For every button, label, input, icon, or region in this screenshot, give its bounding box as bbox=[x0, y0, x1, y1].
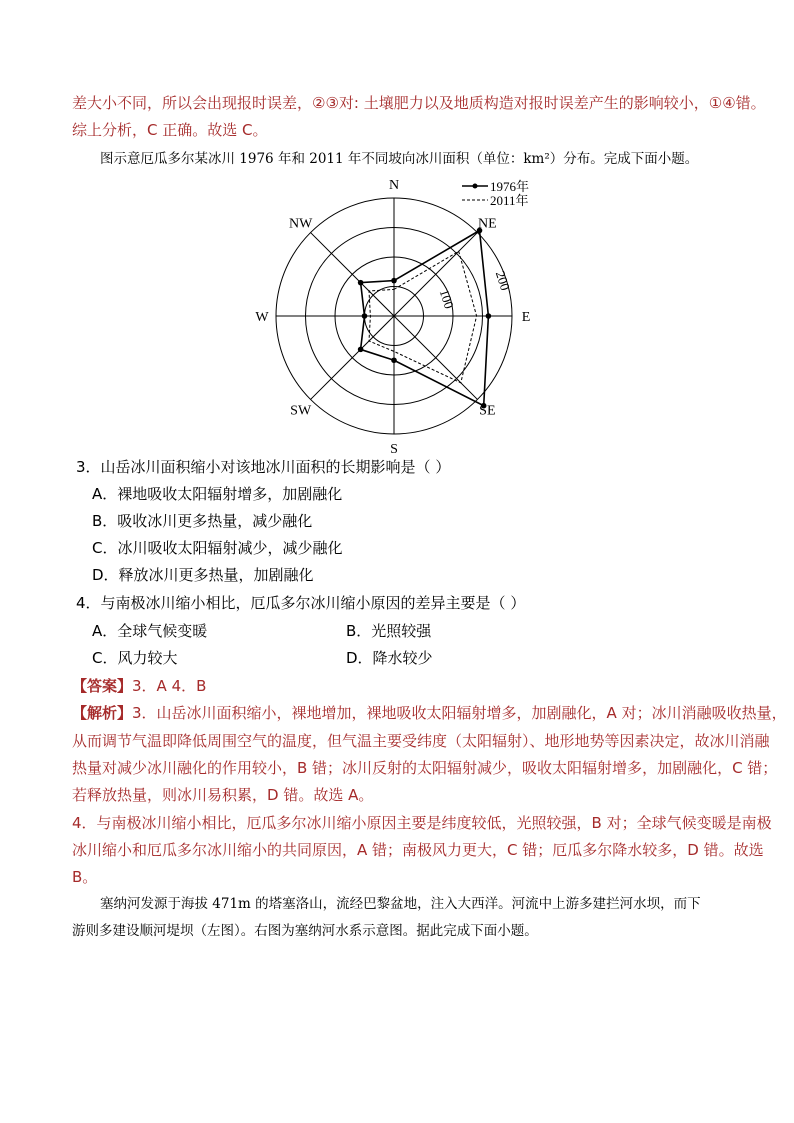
q4-stem: 4．与南极冰川缩小相比，厄瓜多尔冰川缩小原因的差异主要是（ ） bbox=[76, 594, 526, 612]
next-intro-line1: 塞纳河发源于海拔 471m 的塔塞洛山，流经巴黎盆地，注入大西洋。河流中上游多建拦河水坝，而下 bbox=[100, 896, 701, 912]
answer-label: 【答案】 bbox=[72, 677, 133, 695]
direction-label-ne: NE bbox=[478, 216, 497, 232]
series-1-point-n bbox=[391, 278, 397, 284]
answer-text: 3．A 4．B bbox=[132, 677, 207, 695]
ring-label-200: 200 bbox=[492, 269, 514, 293]
prev-answer-part-c: ①④错。 bbox=[708, 94, 766, 112]
q3-option-c: C．冰川吸收太阳辐射减少，减少融化 bbox=[92, 539, 343, 557]
series-1-point-e bbox=[486, 313, 492, 319]
chart-legend bbox=[462, 179, 529, 208]
analysis-line2: 从而调节气温即降低周围空气的温度，但气温主要受纬度（太阳辐射）、地形地势等因素决定，故冰川消融 bbox=[72, 732, 770, 750]
analysis-line3: 热量对减少冰川融化的作用较小，B 错；冰川反射的太阳辐射减少，吸收太阳辐射增多，加剧融化，C 错； bbox=[72, 759, 778, 777]
answer-line bbox=[72, 675, 206, 697]
analysis-line6: 冰川缩小和厄瓜多尔冰川缩小的共同原因，A 错；南极风力更大，C 错；厄瓜多尔降水较多，D 错。故选 bbox=[72, 841, 764, 859]
direction-label-n: N bbox=[388, 178, 400, 193]
series-1-point-w bbox=[362, 313, 368, 319]
series-1-point-s bbox=[391, 357, 397, 363]
direction-label-s: S bbox=[390, 442, 398, 457]
radar-chart bbox=[0, 0, 794, 460]
direction-label-nw: NW bbox=[288, 216, 313, 232]
q4-option-d: D．降水较少 bbox=[346, 649, 433, 667]
spoke-ne bbox=[394, 233, 477, 316]
q3-option-d: D．释放冰川更多热量，加剧融化 bbox=[92, 566, 314, 584]
q3-stem: 3．山岳冰川面积缩小对该地冰川面积的长期影响是（ ） bbox=[76, 458, 451, 476]
direction-label-se: SE bbox=[479, 403, 496, 419]
direction-label-e: E bbox=[521, 310, 531, 325]
analysis-line5: 4．与南极冰川缩小相比，厄瓜多尔冰川缩小原因主要是纬度较低，光照较强，B 对；全球气候变暖是南极 bbox=[72, 814, 772, 832]
analysis-text-1: 3．山岳冰川面积缩小，裸地增加，裸地吸收太阳辐射增多，加剧融化，A 对；冰川消融吸收热量， bbox=[132, 704, 787, 722]
chart-series bbox=[358, 228, 491, 409]
q3-option-a: A．裸地吸收太阳辐射增多，加剧融化 bbox=[92, 485, 343, 503]
q3-option-b: B．吸收冰川更多热量，减少融化 bbox=[92, 512, 313, 530]
ring-label-100: 100 bbox=[436, 287, 457, 311]
next-intro-line2: 游则多建设顺河堤坝（左图）。右图为塞纳河水系示意图。据此完成下面小题。 bbox=[72, 923, 538, 939]
legend-label-2: 2011年 bbox=[490, 193, 529, 208]
series-1-point-nw bbox=[358, 280, 364, 286]
prev-answer-part-a: 差大小不同，所以会出现报时误差， bbox=[72, 94, 313, 112]
spoke-nw bbox=[311, 233, 394, 316]
q4-option-b: B．光照较强 bbox=[346, 622, 432, 640]
prev-answer-part-b: ②③对: 土壤肥力以及地质构造对报时误差产生的影响较小， bbox=[312, 94, 709, 112]
series-1-point-sw bbox=[358, 347, 364, 353]
prev-answer-line2: 综上分析，C 正确。故选 C。 bbox=[72, 121, 268, 139]
direction-label-w: W bbox=[255, 310, 269, 325]
legend-label-1: 1976年 bbox=[490, 179, 530, 194]
analysis-line1 bbox=[72, 702, 787, 724]
analysis-line4: 若释放热量，则冰川易积累，D 错。故选 A。 bbox=[72, 786, 374, 804]
analysis-line7: B。 bbox=[72, 868, 98, 886]
analysis-label: 【解析】 bbox=[72, 704, 133, 722]
spoke-sw bbox=[311, 316, 394, 399]
legend-marker-1 bbox=[473, 184, 478, 189]
figure-caption: 图示意厄瓜多尔某冰川 1976 年和 2011 年不同坡向冰川面积（单位：km²）分布。完成下面小题。 bbox=[100, 151, 699, 167]
direction-label-sw: SW bbox=[290, 403, 312, 419]
q4-option-c: C．风力较大 bbox=[92, 649, 178, 667]
series-1-line bbox=[361, 231, 489, 406]
series-2-line bbox=[369, 251, 477, 382]
q4-option-a: A．全球气候变暖 bbox=[92, 622, 208, 640]
